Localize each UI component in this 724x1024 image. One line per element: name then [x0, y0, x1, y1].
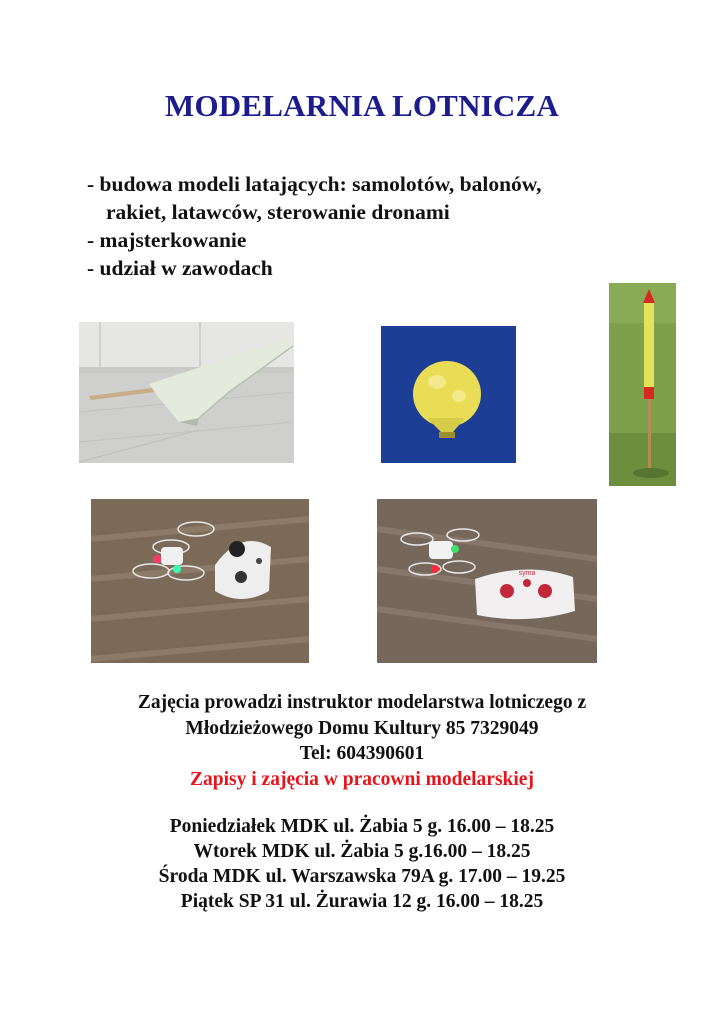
signup-line: Zapisy i zajęcia w pracowni modelarskiej — [190, 768, 534, 790]
instructor-info — [0, 690, 724, 792]
list-item: - udział w zawodach — [87, 256, 273, 280]
info-line: Młodzieżowego Domu Kultury 85 7329049 — [185, 717, 539, 739]
activity-list — [87, 170, 542, 282]
phone-line: Tel: 604390601 — [299, 743, 425, 764]
schedule-row: Środa MDK ul. Warszawska 79A g. 17.00 – 19.25 — [158, 866, 566, 887]
list-item: rakiet, latawców, sterowanie dronami — [106, 200, 450, 224]
rocket-photo — [609, 283, 676, 486]
page-title: MODELARNIA LOTNICZA — [165, 88, 559, 123]
remote-brand-text: syma — [518, 570, 536, 577]
balloon-photo — [381, 326, 516, 463]
drone-photo-left — [91, 499, 309, 663]
list-item: - budowa modeli latających: samolotów, balonów, — [87, 172, 542, 196]
schedule-row: Piątek SP 31 ul. Żurawia 12 g. 16.00 – 18.25 — [180, 891, 544, 912]
schedule-row: Poniedziałek MDK ul. Żabia 5 g. 16.00 – 18.25 — [169, 816, 555, 837]
info-line: Zajęcia prowadzi instruktor modelarstwa lotniczego z — [137, 692, 587, 713]
schedule-row: Wtorek MDK ul. Żabia 5 g.16.00 – 18.25 — [193, 841, 531, 862]
schedule — [0, 814, 724, 914]
drone-photo-right — [377, 499, 597, 663]
glider-photo — [79, 322, 294, 463]
list-item: - majsterkowanie — [87, 228, 247, 252]
